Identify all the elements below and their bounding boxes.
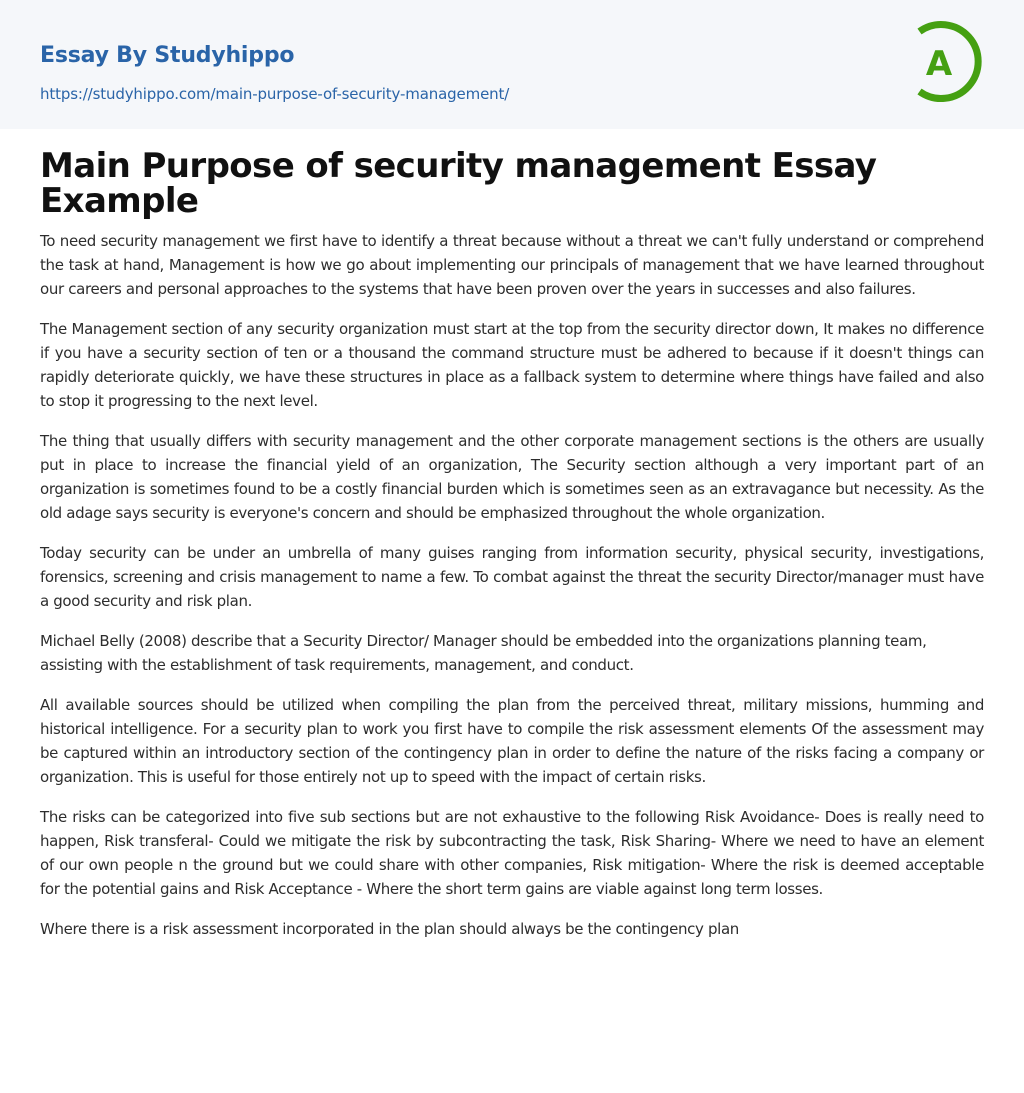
source-url-link[interactable]: https://studyhippo.com/main-purpose-of-security-management/: [40, 85, 510, 103]
essay-paragraph: Michael Belly (2008) describe that a Security Director/ Manager should be embedded into the organizations planning team, assisting with the establishment of task requirements, management, and conduct.: [40, 632, 927, 674]
page-title: Main Purpose of security management Essay Example: [40, 146, 877, 221]
essay-paragraph: To need security management we first have to identify a threat because without a threat we can't fully understand or comprehend the task at hand, Management is how we go about implementing our principals of management that we have learned throughout our careers and personal approaches to the systems that have been proven over the years in successes and also failures.: [40, 232, 984, 298]
essay-paragraph: The Management section of any security organization must start at the top from the security director down, It makes no difference if you have a security section of ten or a thousand the command structure must be adhered to because if it doesn't things can rapidly deteriorate quickly, we have these structures in place as a fallback system to determine where things have failed and also to stop it progressing to the next level.: [40, 320, 984, 410]
essay-paragraph: All available sources should be utilized when compiling the plan from the perceived threat, military missions, humming and historical intelligence. For a security plan to work you first have to compile the risk assessment elements Of the assessment may be captured within an introductory section of the contingency plan in order to define the nature of the risks facing a company or organization. This is useful for those entirely not up to speed with the impact of certain risks.: [40, 696, 984, 786]
logo-letter: A: [925, 44, 953, 84]
essay-body: [40, 229, 984, 957]
site-header: [0, 0, 1024, 129]
essay-paragraph: Today security can be under an umbrella of many guises ranging from information security, physical security, investigations, forensics, screening and crisis management to name a few. To combat against the threat the security Director/manager must have a good security and risk plan.: [40, 544, 984, 610]
essay-paragraph: The thing that usually differs with security management and the other corporate management sections is the others are usually put in place to increase the financial yield of an organization, The Security section although a very important part of an organization is sometimes found to be a costly financial burden which is sometimes seen as an extravagance but necessity. As the old adage says security is everyone's concern and should be emphasized throughout the whole organization.: [40, 432, 984, 522]
essay-paragraph: The risks can be categorized into five sub sections but are not exhaustive to the following Risk Avoidance- Does is really need to happen, Risk transferal- Could we mitigate the risk by subcontracting the task, Risk Sharing- Where we need to have an element of our own people n the ground but we could share with other companies, Risk mitigation- Where the risk is deemed acceptable for the potential gains and Risk Acceptance - Where the short term gains are viable against long term losses.: [40, 808, 984, 898]
brand-title: Essay By Studyhippo: [40, 43, 295, 68]
studyhippo-logo-icon[interactable]: [913, 19, 985, 105]
essay-paragraph: Where there is a risk assessment incorporated in the plan should always be the contingency plan: [40, 920, 739, 938]
